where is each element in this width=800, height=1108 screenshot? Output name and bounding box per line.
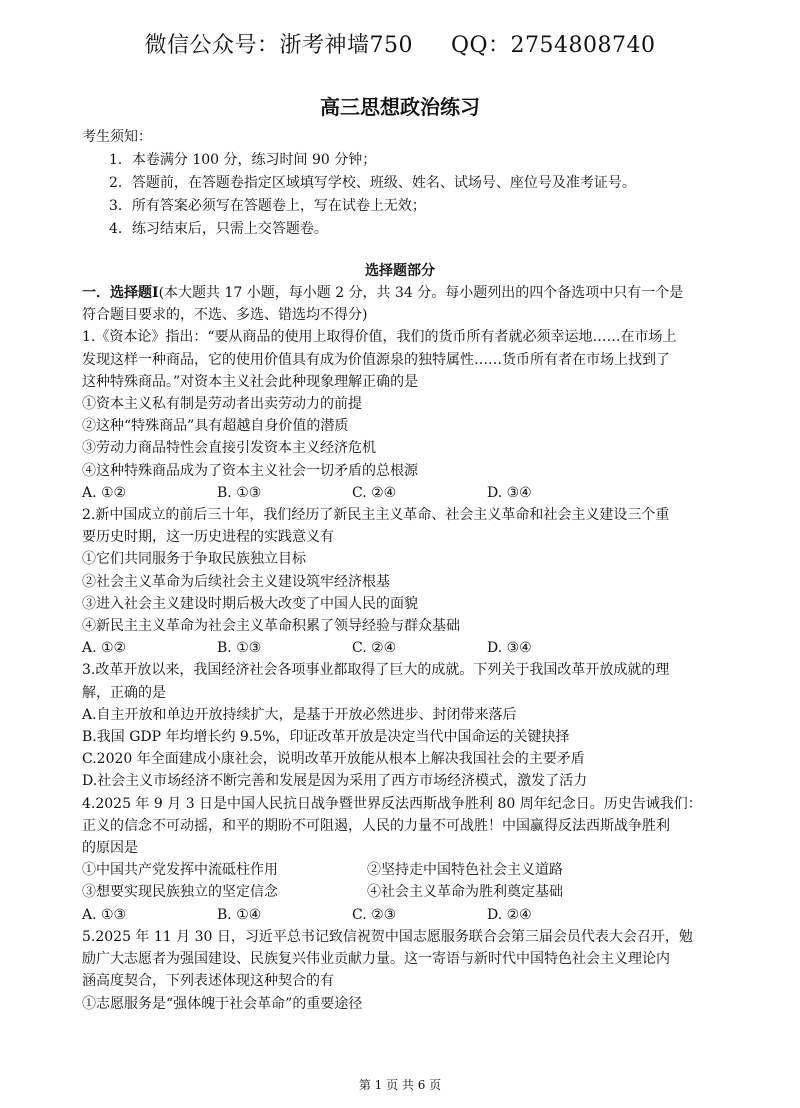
answer-options [82,482,732,504]
notice-item: 1．本卷满分 100 分，练习时间 90 分钟； [109,152,377,168]
option-d: D. ③④ [487,640,532,657]
statement: ④新民主主义革命为社会主义革命积累了领导经验与群众基础 [82,618,460,635]
notice-item: 3．所有答案必须写在答题卷上，写在试卷上无效； [109,198,426,214]
notice-heading: 考生须知： [82,129,152,145]
question-stem: 5.2025 年 11 月 30 日，习近平总书记致信祝贺中国志愿服务联合会第三届会员代表大会召开，勉 [82,928,693,945]
statement: ②社会主义革命为后续社会主义建设筑牢经济根基 [82,573,390,590]
notice-item: 2．答题前，在答题卷指定区域填写学校、班级、姓名、试场号、座位号及准考证号。 [109,175,636,191]
statement: ②坚持走中国特色社会主义道路 [367,862,563,879]
statement: ①志愿服务是“强体魄于社会革命”的重要途径 [82,995,363,1012]
question-4 [82,793,732,926]
option-d: D. ②④ [487,906,532,923]
page-number: 第 1 页 共 6 页 [358,1078,442,1092]
question-stem: 4.2025 年 9 月 3 日是中国人民抗日战争暨世界反法西斯战争胜利 80 周年纪念日。历史告诫我们： [82,795,702,812]
statement: ②这种“特殊商品”具有超越自身价值的潜质 [82,418,349,435]
question-stem: 解，正确的是 [82,684,166,701]
answer-options [82,637,732,659]
question-stem: 2.新中国成立的前后三十年，我们经历了新民主主义革命、社会主义革命和社会主义建设三个重 [82,507,670,524]
statement: ④社会主义革命为胜利奠定基础 [367,884,563,901]
question-stem: 励广大志愿者为强国建设、民族复兴伟业贡献力量。这一寄语与新时代中国特色社会主义理论内 [82,951,670,968]
notice-item: 4．练习结束后，只需上交答题卷。 [109,221,328,237]
statement: ④这种特殊商品成为了资本主义社会一切矛盾的总根源 [82,462,418,479]
option-c: C.2020 年全面建成小康社会，说明改革开放能从根本上解决我国社会的主要矛盾 [82,751,585,768]
question-3 [82,659,732,792]
statement: ③进入社会主义建设时期后极大改变了中国人民的面貌 [82,595,418,612]
part-label: 一．选择题Ⅰ [82,285,159,301]
part-instructions-cont: 符合题目要求的，不选、多选、错选均不得分) [82,307,368,324]
question-stem: 这种特殊商品。”对资本主义社会此种现象理解正确的是 [82,373,419,390]
exam-notice [82,126,732,241]
statement: ③劳动力商品特性会直接引发资本主义经济危机 [82,440,376,457]
part-heading [82,282,732,304]
question-stem: 的原因是 [82,840,138,857]
watermark-header [0,28,800,59]
statement: ③想要实现民族独立的坚定信念 [82,884,278,901]
part-instructions: (本大题共 17 小题，每小题 2 分，共 34 分。每小题列出的四个备选项中只有一个是 [158,285,684,301]
wechat-account: 微信公众号：浙考神墙750 [144,33,413,58]
question-stem: 要历史时期，这一历史进程的实践意义有 [82,529,334,546]
option-b: B.我国 GDP 年均增长约 9.5%，印证改革开放是决定当代中国命运的关键抉择 [82,729,570,746]
option-c: C. ②③ [352,906,397,923]
option-c: C. ②④ [352,640,397,657]
question-5 [82,926,732,1015]
question-stem: 1.《资本论》指出：“要从商品的使用上取得价值，我们的货币所有者就必须幸运地……在市场上 [82,329,677,346]
option-d: D. ③④ [487,484,532,501]
qq-number: QQ：2754808740 [450,33,656,58]
statement-row [82,859,732,881]
option-a: A. ①② [82,484,127,501]
question-stem: 正义的信念不可动摇，和平的期盼不可阻遏，人民的力量不可战胜！中国赢得反法西斯战争胜利 [82,817,670,834]
question-stem: 发现这样一种商品，它的使用价值具有成为价值源泉的独特属性……货币所有者在市场上找到了 [82,351,670,368]
question-2 [82,504,732,659]
option-a: A. ①② [82,640,127,657]
statement-row [82,881,732,903]
statement: ①中国共产党发挥中流砥柱作用 [82,862,278,879]
option-b: B. ①③ [217,484,262,501]
question-stem: 涵高度契合，下列表述体现这种契合的有 [82,973,334,990]
question-stem: 3.改革开放以来，我国经济社会各项事业都取得了巨大的成就。下列关于我国改革开放成就的理 [82,662,670,679]
option-a: A. ①③ [82,906,127,923]
option-c: C. ②④ [352,484,397,501]
question-body [82,282,732,1015]
option-d: D.社会主义市场经济不断完善和发展是因为采用了西方市场经济模式，激发了活力 [82,773,588,790]
question-1 [82,326,732,504]
option-b: B. ①④ [217,906,262,923]
statement: ①它们共同服务于争取民族独立目标 [82,551,306,568]
answer-options [82,904,732,926]
page-title: 高三思想政治练习 [320,95,480,119]
section-title: 选择题部分 [365,263,435,279]
statement: ①资本主义私有制是劳动者出卖劳动力的前提 [82,396,362,413]
option-a: A.自主开放和单边开放持续扩大，是基于开放必然进步、封闭带来落后 [82,706,517,723]
option-b: B. ①③ [217,640,262,657]
